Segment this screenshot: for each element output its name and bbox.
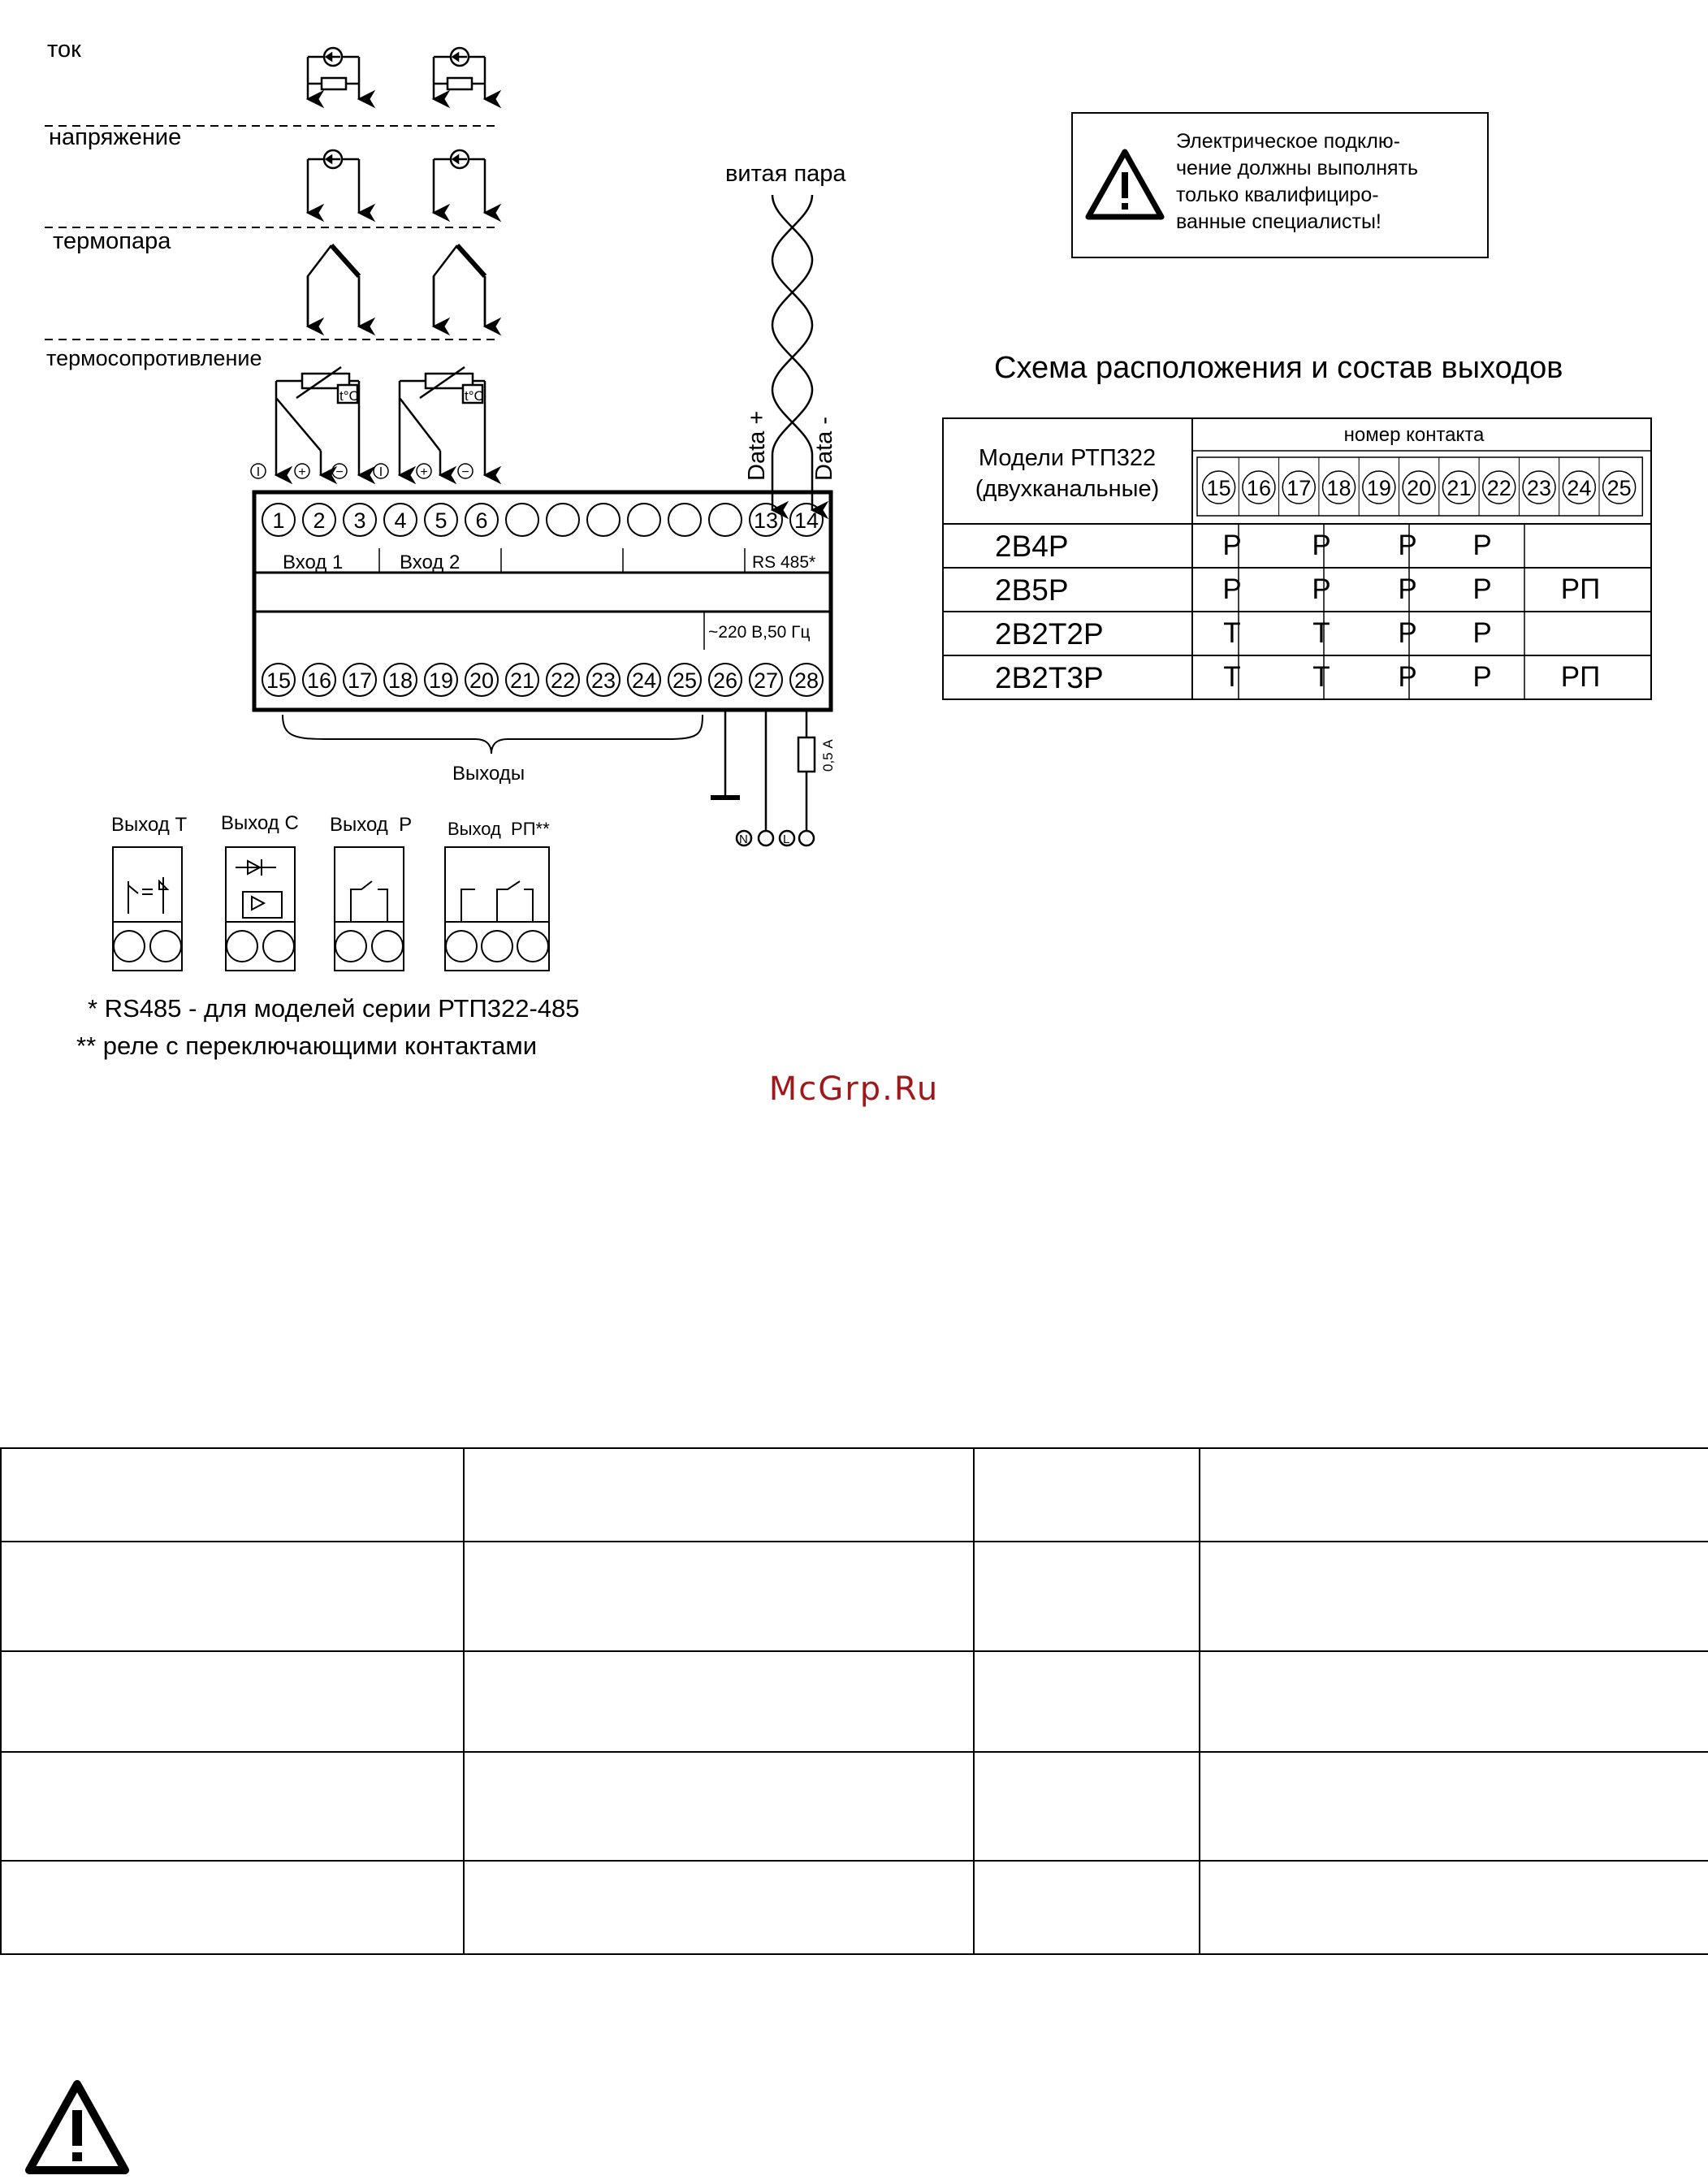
terminal-number: 1	[272, 508, 285, 533]
warning-text	[1176, 128, 1418, 236]
output-cell: Р	[1312, 573, 1331, 605]
polarity-symbol: −	[461, 465, 469, 479]
table-cell	[974, 1651, 1200, 1752]
table-cell	[464, 1861, 974, 1954]
output-p-symbol	[335, 847, 404, 971]
table-cell	[974, 1861, 1200, 1954]
contact-number: 18	[1326, 476, 1351, 500]
signal-label-rtd: термосопротивление	[46, 346, 262, 370]
rs485-label: RS 485*	[752, 553, 816, 572]
terminal-number: 26	[712, 668, 738, 693]
table-cell	[464, 1448, 974, 1542]
output-cell: Р	[1472, 661, 1492, 693]
terminal-number: 27	[753, 668, 779, 693]
terminal-number: 13	[753, 508, 779, 533]
terminal-number: 22	[550, 668, 576, 693]
contact-header: номер контакта	[1343, 424, 1485, 446]
output-cell: Р	[1472, 617, 1492, 649]
model-header: (двухканальные)	[975, 476, 1160, 502]
footnote-rs485: * RS485 - для моделей серии РТП322-485	[88, 994, 580, 1023]
polarity-symbol: I	[378, 465, 383, 479]
outputs-table	[943, 418, 1651, 699]
signal-label-thermocouple: термопара	[53, 228, 171, 254]
table-cell	[1200, 1542, 1708, 1651]
table-cell	[1, 1651, 464, 1752]
line-terminal-label: L	[783, 833, 790, 846]
terminal-number: 24	[631, 668, 657, 693]
outputs-table-title: Схема расположения и состав выходов	[994, 351, 1563, 385]
signal-label-current: ток	[47, 37, 81, 63]
current-source-symbol	[308, 48, 359, 99]
twisted-pair-label: витая пара	[725, 161, 846, 187]
terminal-number: 14	[793, 508, 819, 533]
empty-table	[0, 1447, 1708, 1955]
input2-label: Вход 2	[400, 551, 461, 573]
terminal-circle	[709, 504, 742, 536]
terminal-number: 17	[347, 668, 373, 693]
rtd-symbol	[400, 367, 485, 475]
table-cell	[464, 1752, 974, 1861]
polarity-symbol: −	[335, 465, 344, 479]
terminal-number: 2	[313, 508, 326, 533]
input1-label: Вход 1	[283, 551, 344, 573]
model-cell: 2В4Р	[995, 530, 1069, 563]
contact-number: 15	[1206, 476, 1231, 500]
output-cell: Р	[1472, 530, 1492, 561]
contact-number: 22	[1486, 476, 1511, 500]
contact-number: 25	[1606, 476, 1632, 500]
terminal-number: 18	[387, 668, 413, 693]
contact-number: 21	[1446, 476, 1472, 500]
table-cell	[1, 1542, 464, 1651]
output-type-c-label: Выход С	[221, 812, 299, 834]
model-cell: 2В2Т2Р	[995, 617, 1104, 651]
table-cell	[974, 1542, 1200, 1651]
output-c-symbol	[226, 847, 295, 971]
terminal-circle	[587, 504, 620, 536]
warning-triangle-icon	[24, 2079, 130, 2177]
output-cell: Р	[1398, 661, 1417, 693]
table-cell	[1200, 1752, 1708, 1861]
ground-neutral-line-wiring	[711, 710, 815, 845]
terminal-number: 23	[590, 668, 616, 693]
terminal-number: 16	[306, 668, 332, 693]
voltage-source-symbol	[434, 150, 485, 213]
table-cell	[974, 1448, 1200, 1542]
outputs-brace	[283, 715, 703, 754]
output-type-t-label: Выход Т	[111, 814, 188, 836]
terminal-circle	[628, 504, 660, 536]
terminal-circle	[668, 504, 701, 536]
terminal-circle	[506, 504, 538, 536]
output-cell: Р	[1222, 573, 1242, 605]
warning-line: только квалифициро-	[1176, 184, 1379, 206]
output-t-symbol	[113, 847, 182, 971]
terminal-number: 21	[509, 668, 535, 693]
terminal-number: 28	[793, 668, 819, 693]
output-type-p-label: Выход Р	[330, 814, 413, 836]
twisted-pair-cable	[772, 195, 812, 510]
terminal-number: 25	[672, 668, 698, 693]
polarity-symbol: +	[420, 465, 428, 479]
contact-number: 16	[1246, 476, 1271, 500]
warning-line: Электрическое подклю-	[1176, 130, 1400, 153]
output-cell: РП	[1560, 573, 1601, 605]
model-header: Модели РТП322	[978, 445, 1157, 471]
neutral-terminal-label: N	[739, 833, 748, 846]
current-source-symbol	[434, 48, 485, 99]
output-cell: Т	[1223, 617, 1241, 649]
output-cell: Т	[1223, 661, 1241, 693]
output-cell: Р	[1472, 573, 1492, 605]
table-cell	[974, 1752, 1200, 1861]
power-label: ~220 В,50 Гц	[708, 623, 811, 642]
output-cell: Т	[1312, 661, 1330, 693]
output-type-rp-label: Выход РП**	[448, 819, 550, 839]
polarity-symbol: +	[298, 465, 306, 479]
output-cell: Р	[1398, 573, 1417, 605]
table-cell	[464, 1651, 974, 1752]
rtd-temp-label: t°C	[339, 388, 359, 404]
terminal-number: 4	[394, 508, 407, 533]
top-terminal-row	[262, 504, 823, 536]
output-cell: РП	[1560, 661, 1601, 693]
output-rp-symbol	[445, 847, 549, 971]
contact-number: 20	[1407, 476, 1432, 500]
signal-label-voltage: напряжение	[49, 124, 182, 150]
terminal-number: 15	[266, 668, 292, 693]
data-plus-label: Data +	[744, 410, 770, 481]
bottom-terminal-row	[262, 664, 823, 696]
warning-line: чение должны выполнять	[1176, 157, 1419, 179]
output-cell: Т	[1312, 617, 1330, 649]
terminal-circle	[547, 504, 579, 536]
warning-triangle-icon	[1084, 148, 1165, 221]
model-cell: 2В2Т3Р	[995, 661, 1104, 694]
terminal-number: 19	[428, 668, 454, 693]
terminal-number: 6	[475, 508, 488, 533]
contact-number: 19	[1366, 476, 1391, 500]
rtd-temp-label: t°C	[465, 388, 484, 404]
watermark[interactable]: McGrp.Ru	[768, 1070, 940, 1108]
contact-number: 17	[1286, 476, 1312, 500]
contact-number: 23	[1527, 476, 1552, 500]
table-cell	[1, 1861, 464, 1954]
output-cell: Р	[1222, 530, 1242, 561]
table-cell	[1200, 1448, 1708, 1542]
output-cell: Р	[1398, 530, 1417, 561]
terminal-number: 5	[435, 508, 448, 533]
terminal-number: 3	[353, 508, 366, 533]
outputs-label: Выходы	[452, 763, 525, 785]
output-cell: Р	[1398, 617, 1417, 649]
polarity-symbol: I	[256, 465, 261, 479]
warning-line: ванные специалисты!	[1176, 210, 1382, 233]
table-cell	[1200, 1861, 1708, 1954]
rtd-symbol	[276, 367, 359, 475]
warning-box	[1071, 112, 1489, 258]
table-cell	[1, 1752, 464, 1861]
model-cell: 2В5Р	[995, 573, 1069, 607]
contact-number: 24	[1567, 476, 1592, 500]
fuse-label: 0,5 А	[820, 739, 836, 772]
voltage-source-symbol	[308, 150, 359, 213]
output-cell: Р	[1312, 530, 1331, 561]
table-cell	[1200, 1651, 1708, 1752]
footnote-relay: ** реле с переключающими контактами	[76, 1031, 538, 1060]
thermocouple-symbol	[308, 245, 359, 327]
table-cell	[464, 1542, 974, 1651]
terminal-number: 20	[469, 668, 495, 693]
data-minus-label: Data -	[811, 417, 837, 481]
terminal-block	[254, 492, 831, 710]
thermocouple-symbol	[434, 245, 485, 327]
table-cell	[1, 1448, 464, 1542]
